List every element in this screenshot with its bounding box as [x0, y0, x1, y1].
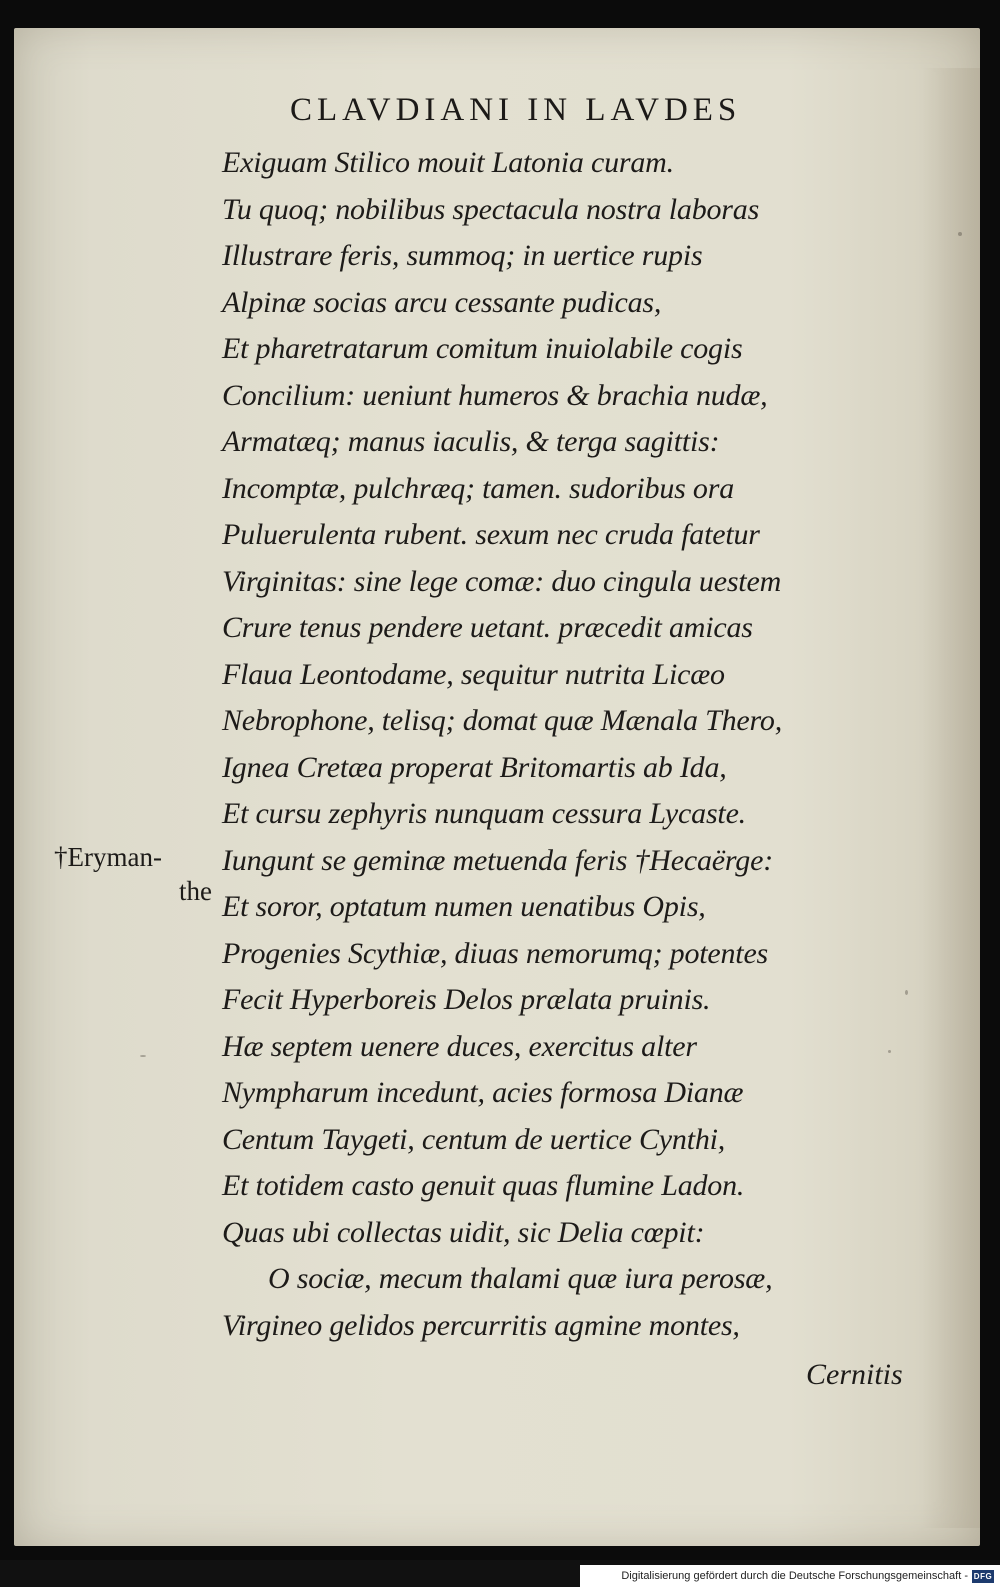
marginal-note-line-1: †Eryman- — [54, 842, 162, 872]
verse-line: Tu quoq; nobilibus spectacula nostra laboras — [222, 192, 760, 226]
verse-line: Centum Taygeti, centum de uertice Cynthi, — [222, 1122, 726, 1156]
verse-line: Concilium: ueniunt humeros & brachia nudæ, — [222, 378, 768, 412]
ink-speck — [958, 232, 962, 236]
digitization-credit-text: Digitalisierung gefördert durch die Deutsche Forschungsgemeinschaft - — [621, 1570, 968, 1582]
verse-line: Incomptæ, pulchræq; tamen. sudoribus ora — [222, 471, 734, 505]
verse-line: Et cursu zephyris nunquam cessura Lycaste. — [222, 797, 746, 830]
verse-block — [222, 140, 922, 1349]
verse-line: Nebrophone, telisq; domat quæ Mænala Thero, — [222, 704, 782, 737]
verse-line: Crure tenus pendere uetant. præcedit amicas — [222, 611, 753, 644]
verse-line: O sociæ, mecum thalami quæ iura perosæ, — [268, 1262, 773, 1295]
ink-speck — [888, 1050, 891, 1053]
verse-line: Flaua Leontodame, sequitur nutrita Licæo — [222, 657, 725, 691]
ink-speck — [905, 990, 908, 995]
verse-line: Progenies Scythiæ, diuas nemorumq; potentes — [222, 936, 769, 970]
verse-line: Virgineo gelidos percurritis agmine montes, — [222, 1308, 740, 1342]
verse-line: Nympharum incedunt, acies formosa Dianæ — [222, 1076, 744, 1109]
digitization-credit-bar — [580, 1565, 1000, 1587]
verse-line: Et soror, optatum numen uenatibus Opis, — [222, 890, 706, 923]
dfg-logo-icon: DFG — [973, 1571, 993, 1581]
verse-line: Fecit Hyperboreis Delos prælata pruinis. — [222, 983, 711, 1016]
verse-line: Exiguam Stilico mouit Latonia curam. — [222, 146, 674, 179]
verse-line: Armatæq; manus iaculis, & terga sagittis: — [222, 425, 720, 458]
marginal-note — [54, 840, 214, 908]
verse-line: Iungunt se geminæ metuenda feris †Hecaërge: — [222, 843, 773, 877]
verse-line: Virginitas: sine lege comæ: duo cingula uestem — [222, 564, 782, 598]
verse-line: Alpinæ socias arcu cessante pudicas, — [222, 285, 662, 319]
verse-line: Illustrare feris, summoq; in uertice rupis — [222, 239, 703, 272]
marginal-note-line-2: the — [179, 876, 212, 906]
verse-line: Quas ubi collectas uidit, sic Delia cœpit: — [222, 1215, 705, 1249]
verse-line: Ignea Cretæa properat Britomartis ab Ida, — [222, 750, 727, 784]
ink-speck — [140, 1055, 146, 1057]
running-head: CLAVDIANI IN LAVDES — [290, 92, 742, 128]
catchword: Cernitis — [806, 1358, 903, 1391]
verse-line: Et totidem casto genuit quas flumine Ladon. — [222, 1169, 745, 1202]
verse-line: Puluerulenta rubent. sexum nec cruda fatetur — [222, 518, 760, 551]
verse-line: Et pharetratarum comitum inuiolabile cogis — [222, 332, 743, 365]
verse-line: Hæ septem uenere duces, exercitus alter — [222, 1029, 697, 1063]
